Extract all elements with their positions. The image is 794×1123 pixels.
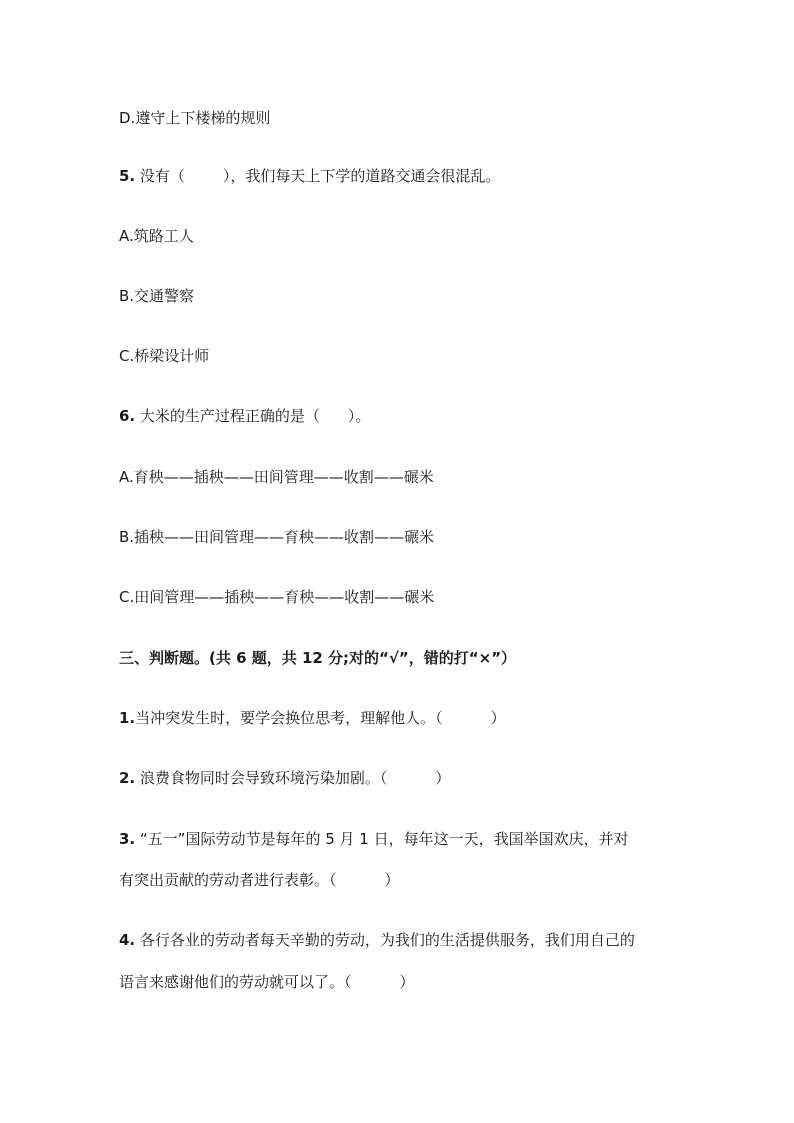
- tf4-line2-after: ）: [399, 973, 415, 991]
- tf3-number: 3.: [119, 830, 136, 848]
- q6-stem: [119, 406, 370, 426]
- tf3-line1: [119, 829, 629, 849]
- q6-stem-after: ）。: [347, 407, 371, 425]
- tf4-line1: [119, 930, 635, 950]
- tf3-line2: [119, 870, 400, 890]
- tf2-text-after: ）: [435, 769, 451, 787]
- q6-option-c: C.田间管理——插秧——育秧——收割——碾米: [119, 588, 435, 606]
- tf1-question: [119, 708, 506, 728]
- tf1-text-after: ）: [490, 709, 506, 727]
- tf4-line2: [119, 972, 415, 992]
- tf1-text-before: 当冲突发生时，要学会换位思考，理解他人。（: [135, 709, 443, 727]
- q6-stem-before: 大米的生产过程正确的是（: [135, 407, 320, 425]
- q6-number: 6.: [119, 407, 136, 425]
- tf3-line1-text: “五一”国际劳动节是每年的 5 月 1 日，每年这一天，我国举国欢庆，并对: [135, 830, 629, 848]
- q5-stem: [119, 166, 500, 186]
- q4-option-d: D.遵守上下楼梯的规则: [119, 109, 271, 127]
- q6-option-a: A.育秧——插秧——田间管理——收割——碾米: [119, 468, 434, 486]
- q5-number: 5.: [119, 167, 136, 185]
- tf2-text-before: 浪费食物同时会导致环境污染加剧。（: [135, 769, 388, 787]
- tf4-number: 4.: [119, 931, 136, 949]
- tf1-number: 1.: [119, 709, 136, 727]
- q5-option-b: B.交通警察: [119, 287, 195, 305]
- q5-stem-before: 没有（: [135, 167, 185, 185]
- q5-option-c: C.桥梁设计师: [119, 347, 210, 365]
- q6-option-b: B.插秧——田间管理——育秧——收割——碾米: [119, 528, 435, 546]
- tf4-line2-before: 语言来感谢他们的劳动就可以了。（: [119, 973, 352, 991]
- tf4-line1-text: 各行各业的劳动者每天辛勤的劳动，为我们的生活提供服务，我们用自己的: [135, 931, 635, 949]
- section3-heading: 三、判断题。(共 6 题，共 12 分;对的“√”，错的打“×”）: [119, 649, 517, 667]
- q5-option-a: A.筑路工人: [119, 227, 194, 245]
- tf3-line2-after: ）: [384, 871, 400, 889]
- tf2-question: [119, 768, 450, 788]
- q5-stem-after: ），我们每天上下学的道路交通会很混乱。: [222, 167, 501, 185]
- tf3-line2-before: 有突出贡献的劳动者进行表彰。（: [119, 871, 337, 889]
- tf2-number: 2.: [119, 769, 136, 787]
